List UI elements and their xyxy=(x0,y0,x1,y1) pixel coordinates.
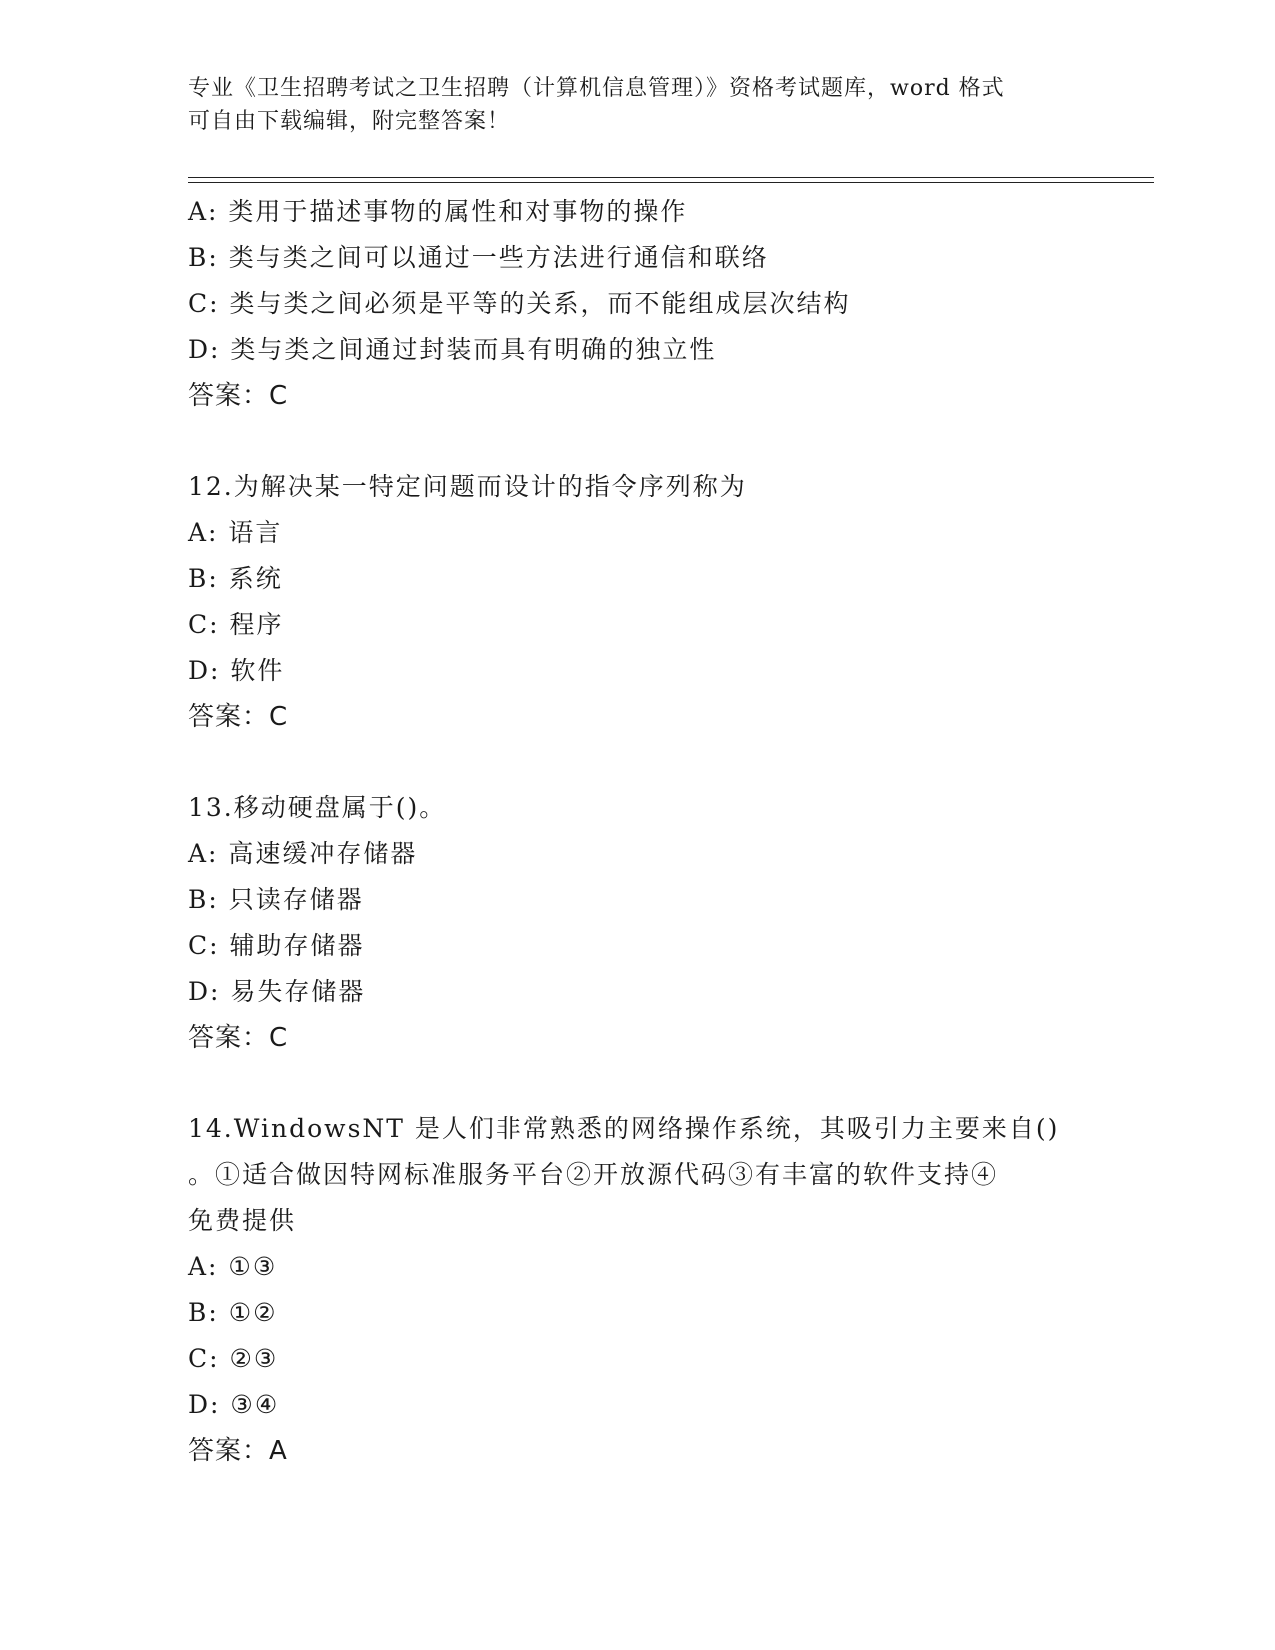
option-d: D: 类与类之间通过封装而具有明确的独立性 xyxy=(188,335,717,364)
question-stem: 13.移动硬盘属于()。 xyxy=(188,793,447,822)
answer: 答案：A xyxy=(188,1436,288,1466)
question-stem: 12.为解决某一特定问题而设计的指令序列称为 xyxy=(188,472,747,501)
question-11 xyxy=(188,189,1088,419)
question-list xyxy=(188,189,1088,1474)
option-c: C: 程序 xyxy=(188,610,284,639)
document-header xyxy=(188,72,1068,138)
option-b: B: ①② xyxy=(188,1298,278,1327)
option-a: A: 语言 xyxy=(188,518,283,547)
question-14 xyxy=(188,1106,1088,1474)
question-stem-line-3: 免费提供 xyxy=(188,1206,297,1235)
header-line-2: 可自由下载编辑，附完整答案！ xyxy=(188,109,511,134)
answer: 答案：C xyxy=(188,381,289,411)
option-c: C: 辅助存储器 xyxy=(188,931,365,960)
answer: 答案：C xyxy=(188,702,289,732)
header-divider-bottom xyxy=(188,182,1154,183)
option-b: B: 系统 xyxy=(188,564,283,593)
header-line-1: 专业《卫生招聘考试之卫生招聘（计算机信息管理）》资格考试题库，word 格式 xyxy=(188,76,1005,101)
question-stem-line-2: 。①适合做因特网标准服务平台②开放源代码③有丰富的软件支持④ xyxy=(188,1160,999,1189)
option-b: B: 类与类之间可以通过一些方法进行通信和联络 xyxy=(188,243,769,272)
option-b: B: 只读存储器 xyxy=(188,885,364,914)
question-stem-line-1: 14.WindowsNT 是人们非常熟悉的网络操作系统，其吸引力主要来自() xyxy=(188,1114,1060,1143)
answer: 答案：C xyxy=(188,1023,289,1053)
option-d: D: ③④ xyxy=(188,1390,280,1419)
option-a: A: ①③ xyxy=(188,1252,278,1281)
question-13 xyxy=(188,785,1088,1061)
header-divider-top xyxy=(188,177,1154,178)
option-d: D: 易失存储器 xyxy=(188,977,366,1006)
option-a: A: 类用于描述事物的属性和对事物的操作 xyxy=(188,197,688,226)
question-12 xyxy=(188,464,1088,740)
spacer xyxy=(188,740,1088,785)
option-a: A: 高速缓冲存储器 xyxy=(188,839,418,868)
spacer xyxy=(188,1061,1088,1106)
option-d: D: 软件 xyxy=(188,656,285,685)
spacer xyxy=(188,419,1088,464)
option-c: C: 类与类之间必须是平等的关系，而不能组成层次结构 xyxy=(188,289,851,318)
option-c: C: ②③ xyxy=(188,1344,279,1373)
